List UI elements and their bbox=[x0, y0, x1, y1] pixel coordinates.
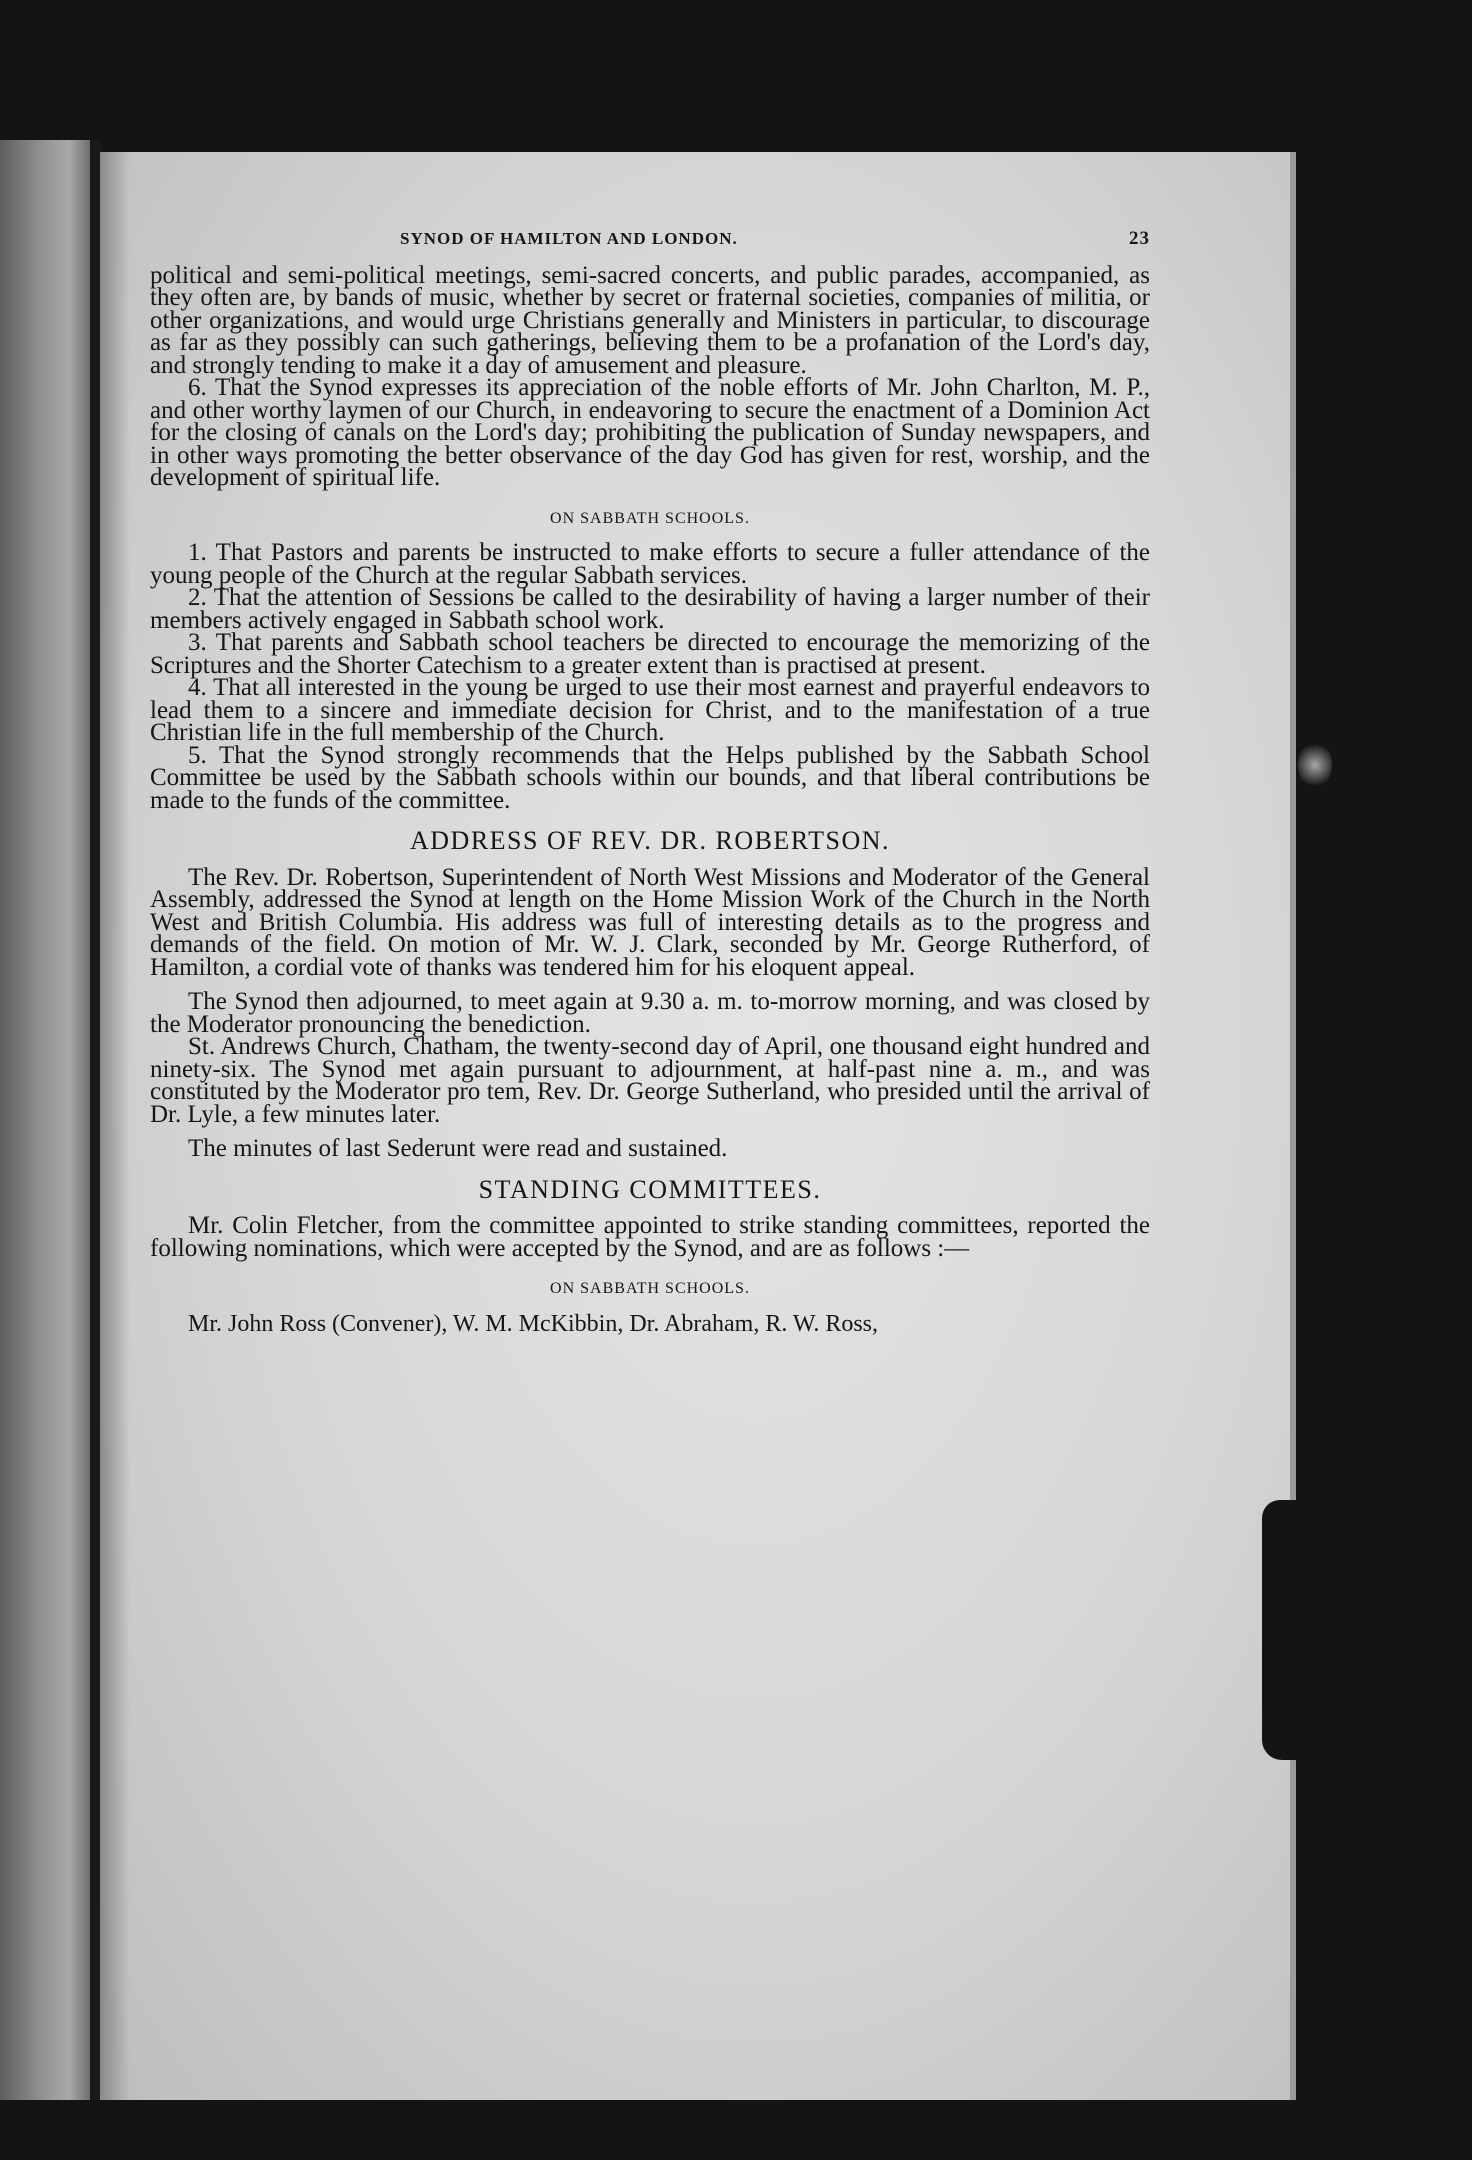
standing-paragraph: Mr. Colin Fletcher, from the committee appointed to strike standing committees, reported the following nominations, which were accepted by the Synod, and are as follows :— bbox=[150, 1212, 1150, 1262]
running-title: SYNOD OF HAMILTON AND LONDON. bbox=[400, 229, 738, 248]
page-text bbox=[150, 228, 1150, 1335]
minutes-paragraph: The minutes of last Sederunt were read and sustained. bbox=[188, 1135, 728, 1162]
page-shadow bbox=[100, 152, 130, 2100]
section-heading-standing: STANDING COMMITTEES. bbox=[478, 1174, 822, 1204]
section-subheading-sabbath-2: ON SABBATH SCHOOLS. bbox=[550, 1280, 750, 1297]
sabbath-item-2: 2. That the attention of Sessions be called to the desirability of having a larger number of their members actively engaged in Sabbath school work. bbox=[150, 584, 1150, 634]
sabbath-item-5: 5. That the Synod strongly recommends that the Helps published by the Sabbath School Committee be used by the Sabbath schools within our bounds, and that liberal contributions be made to the funds of the committee. bbox=[150, 741, 1150, 814]
section-heading-address: ADDRESS OF REV. DR. ROBERTSON. bbox=[410, 826, 890, 855]
address-paragraph: The Rev. Dr. Robertson, Superintendent of North West Missions and Moderator of the General Assembly, addressed the Synod at length on the Home Mission Work of the Church in the North West and British Columbia. His address was full of interesting details as to the progress and demands of the field. On motion of Mr. W. J. Clark, seconded by Mr. George Rutherford, of Hamilton, a cordial vote of thanks was tendered him for his eloquent appeal. bbox=[150, 863, 1150, 981]
paragraph-continued: political and semi-political meetings, semi-sacred concerts, and public parades, accompanied, as they often are, by bands of music, whether by secret or fraternal societies, companies of militia, or other organizations, and would urge Christians generally and Ministers in particular, to discourage as far as they possibly can such gatherings, believing them to be a profanation of the Lord's day, and strongly tending to make it a day of amusement and pleasure. bbox=[150, 261, 1150, 379]
running-header bbox=[150, 228, 1150, 251]
sabbath-item-1: 1. That Pastors and parents be instructed to make efforts to secure a fuller attendance of the young people of the Church at the regular Sabbath services. bbox=[150, 539, 1150, 589]
sabbath-item-3: 3. That parents and Sabbath school teachers be directed to encourage the memorizing of the Scriptures and the Shorter Catechism to a greater extent than is practised at present. bbox=[150, 629, 1150, 679]
section-subheading-sabbath: ON SABBATH SCHOOLS. bbox=[550, 509, 750, 527]
previous-page-edge bbox=[0, 140, 92, 2100]
sabbath-item-4: 4. That all interested in the young be urged to use their most earnest and prayerful endeavors to lead them to a sincere and immediate decision for Christ, and to the manifestation of a true Christian life in the full membership of the Church. bbox=[150, 674, 1150, 746]
page-number: 23 bbox=[1129, 228, 1150, 249]
torn-page-edge bbox=[1262, 1500, 1302, 1760]
paragraph-item-6: 6. That the Synod expresses its appreciation of the noble efforts of Mr. John Charlton, M. P., and other worthy laymen of our Church, in endeavoring to secure the enactment of a Dominion Act for the closing of canals on the Lord's day; prohibiting the publication of Sunday newspapers, and in other ways promoting the better observance of the day God has given for rest, worship, and the development of spiritual life. bbox=[150, 374, 1150, 491]
ink-blot bbox=[1298, 740, 1332, 790]
committee-names: Mr. John Ross (Convener), W. M. McKibbin, Dr. Abraham, R. W. Ross, bbox=[188, 1310, 879, 1337]
adjournment-paragraph: The Synod then adjourned, to meet again at 9.30 a. m. to-morrow morning, and was closed by the Moderator pronouncing the benediction. bbox=[150, 988, 1150, 1038]
meeting-paragraph: St. Andrews Church, Chatham, the twenty-second day of April, one thousand eight hundred and ninety-six. The Synod met again pursuant to adjournment, at half-past nine a. m., and was constituted by the Moderator pro tem, Rev. Dr. George Sutherland, who presided until the arrival of Dr. Lyle, a few minutes later. bbox=[150, 1033, 1150, 1128]
